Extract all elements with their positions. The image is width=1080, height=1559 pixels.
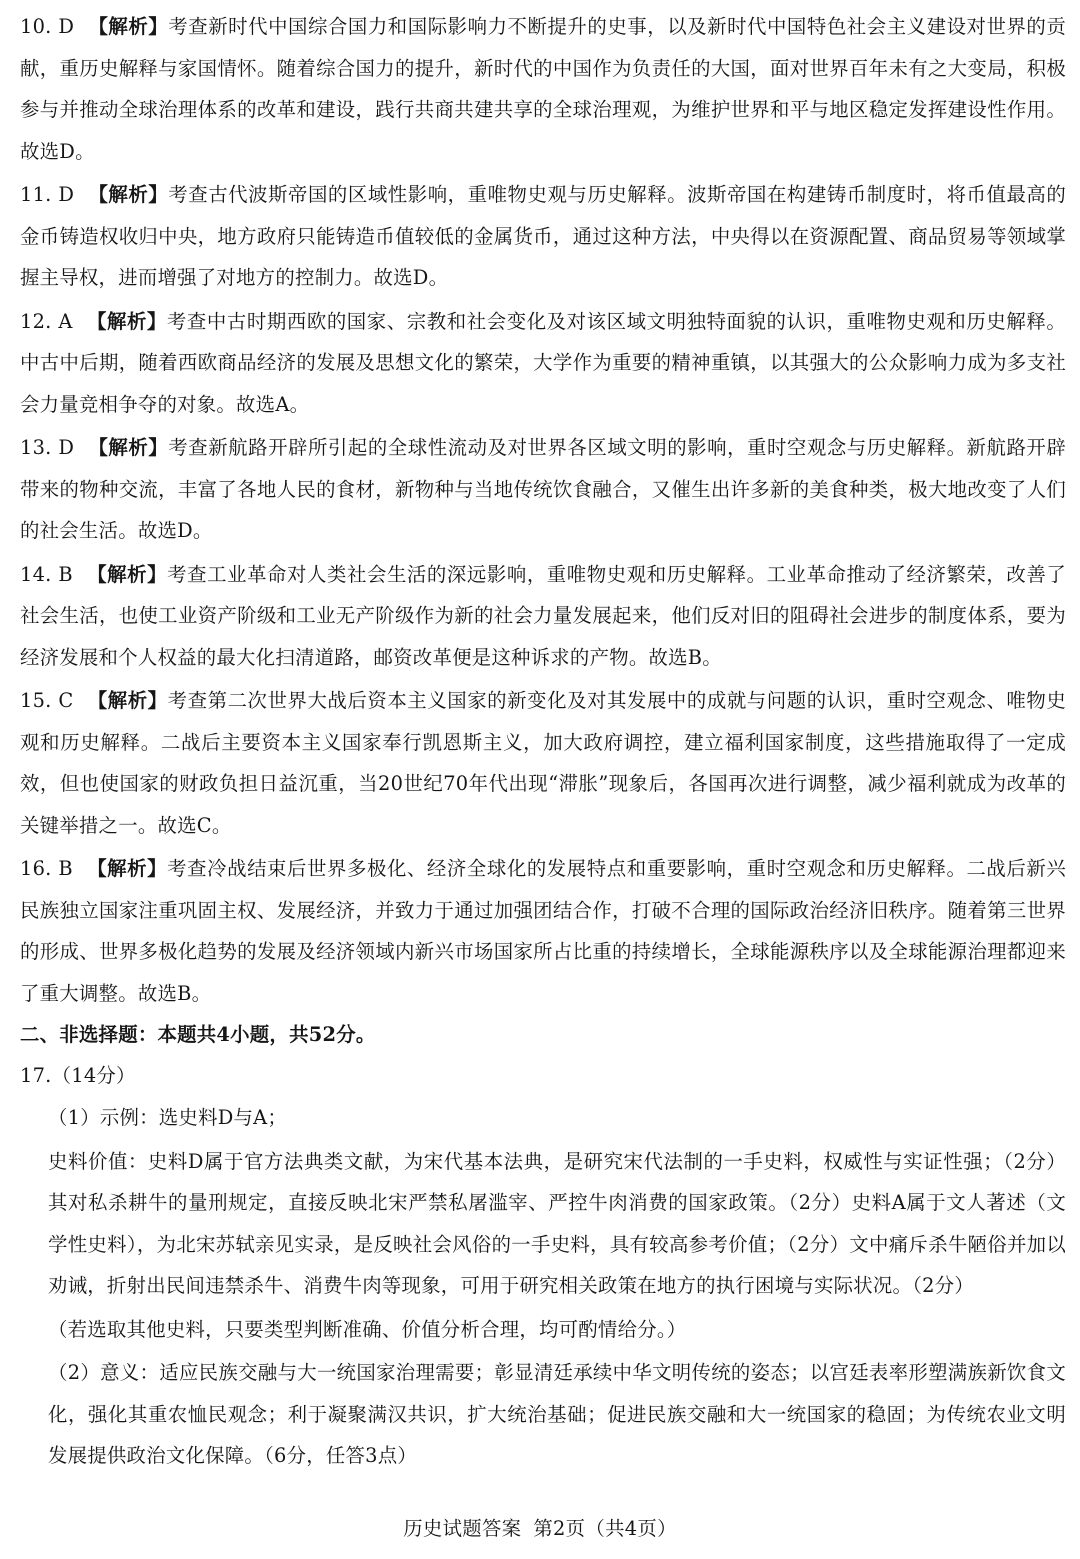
item-text: 考查新航路开辟所引起的全球性流动及对世界各区域文明的影响，重时空观念与历史解释。新航路开辟带来的物种交流，丰富了各地人民的食材，新物种与当地传统饮食融合，又催生出许多新的美食种类，极大地改变了人们的社会生活。故选D。 [20,436,1067,542]
item-text: 考查第二次世界大战后资本主义国家的新变化及对其发展中的成就与问题的认识，重时空观念、唯物史观和历史解释。二战后主要资本主义国家奉行凯恩斯主义，加大政府调控，建立福利国家制度，这些措施取得了一定成效，但也使国家的财政负担日益沉重，当20世纪70年代出现“滞胀”现象后，各国再次进行调整，减少福利就成为改革的关键举措之一。故选C。 [20,689,1067,837]
analysis-tag: 【解析】 [86,857,168,880]
answer-item-15 [20,680,1066,846]
item-number: 13. [20,436,52,459]
item-number: 10. [20,15,52,38]
item-number: 12. [20,309,52,333]
item-answer: D [58,15,75,38]
item-number: 15. [20,689,52,712]
item-text: 考查冷战结束后世界多极化、经济全球化的发展特点和重要影响，重时空观念和历史解释。二战后新兴民族独立国家注重巩固主权、发展经济，并致力于通过加强团结合作，打破不合理的国际政治经济旧秩序。随着第三世界的形成、世界多极化趋势的发展及经济领域内新兴市场国家所占比重的持续增长，全球能源秩序以及全球能源治理都迎来了重大调整。故选B。 [20,857,1067,1005]
item-answer: B [58,562,73,586]
answer-item-14 [20,554,1066,679]
answer-item-12 [20,301,1066,426]
analysis-tag: 【解析】 [86,309,167,333]
q17-part1-value: 史料价值：史料D属于官方法典类文献，为宋代基本法典，是研究宋代法制的一手史料，权威性与实证性强；（2分）其对私杀耕牛的量刑规定，直接反映北宋严禁私屠滥宰、严控牛肉消费的国家政策。（2分）史料A属于文人著述（文学性史料），为北宋苏轼亲见实录，是反映社会风俗的一手史料，具有较高参考价值；（2分）文中痛斥杀牛陋俗并加以劝诫，折射出民间违禁杀牛、消费牛肉等现象，可用于研究相关政策在地方的执行困境与实际状况。（2分） [48,1149,1066,1297]
q17-part2-significance: （2）意义：适应民族交融与大一统国家治理需要；彰显清廷承续中华文明传统的姿态；以宫廷表率形塑满族新饮食文化，强化其重农恤民观念；利于凝聚满汉共识，扩大统治基础；促进民族交融和大一统国家的稳固；为传统农业文明发展提供政治文化保障。（6分，任答3点） [48,1361,1066,1467]
item-text: 考查古代波斯帝国的区域性影响，重唯物史观与历史解释。波斯帝国在构建铸币制度时，将币值最高的金币铸造权收归中央，地方政府只能铸造币值较低的金属货币，通过这种方法，中央得以在资源配置、商品贸易等领域掌握主导权，进而增强了对地方的控制力。故选D。 [20,183,1067,289]
item-number: 16. [20,857,52,880]
item-text: 考查新时代中国综合国力和国际影响力不断提升的史事，以及新时代中国特色社会主义建设对世界的贡献，重历史解释与家国情怀。随着综合国力的提升，新时代的中国作为负责任的大国，面对世界百年未有之大变局，积极参与并推动全球治理体系的改革和建设，践行共商共建共享的全球治理观，为维护世界和平与地区稳定发挥建设性作用。故选D。 [20,15,1067,163]
footer-page-number: 第2页（共4页） [533,1517,677,1540]
section-title: 二、非选择题：本题共4小题，共52分。 [20,1023,376,1046]
page-footer [0,1513,1080,1541]
analysis-tag: 【解析】 [87,689,168,712]
analysis-tag: 【解析】 [88,436,169,459]
item-answer: D [58,183,75,206]
item-text: 考查中古时期西欧的国家、宗教和社会变化及对该区域文明独特面貌的认识，重唯物史观和历史解释。中古中后期，随着西欧商品经济的发展及思想文化的繁荣，大学作为重要的精神重镇，以其强大的公众影响力成为多支社会力量竞相争夺的对象。故选A。 [20,309,1066,416]
analysis-tag: 【解析】 [86,562,168,586]
q17-part1-example: （1）示例：选史料D与A； [48,1106,288,1129]
item-answer: C [58,689,74,712]
q17-part1-note: （若选取其他史料，只要类型判断准确、价值分析合理，均可酌情给分。） [48,1317,687,1341]
analysis-tag: 【解析】 [88,183,169,206]
question-17-heading: 17.（14分） [20,1064,136,1087]
answer-item-13 [20,427,1066,552]
footer-subject: 历史试题答案 [403,1517,522,1540]
answer-item-10 [20,6,1066,172]
item-answer: B [58,857,73,880]
item-answer: D [58,436,75,459]
item-number: 11. [20,183,52,206]
analysis-tag: 【解析】 [88,15,169,38]
item-answer: A [58,309,73,333]
answer-item-11 [20,174,1066,299]
item-text: 考查工业革命对人类社会生活的深远影响，重唯物史观和历史解释。工业革命推动了经济繁荣，改善了社会生活，也使工业资产阶级和工业无产阶级作为新的社会力量发展起来，他们反对旧的阻碍社会进步的制度体系，要为经济发展和个人权益的最大化扫清道路，邮资改革便是这种诉求的产物。故选B。 [20,562,1067,669]
item-number: 14. [20,562,52,586]
page-content [20,6,1066,1479]
answer-item-16 [20,848,1066,1014]
